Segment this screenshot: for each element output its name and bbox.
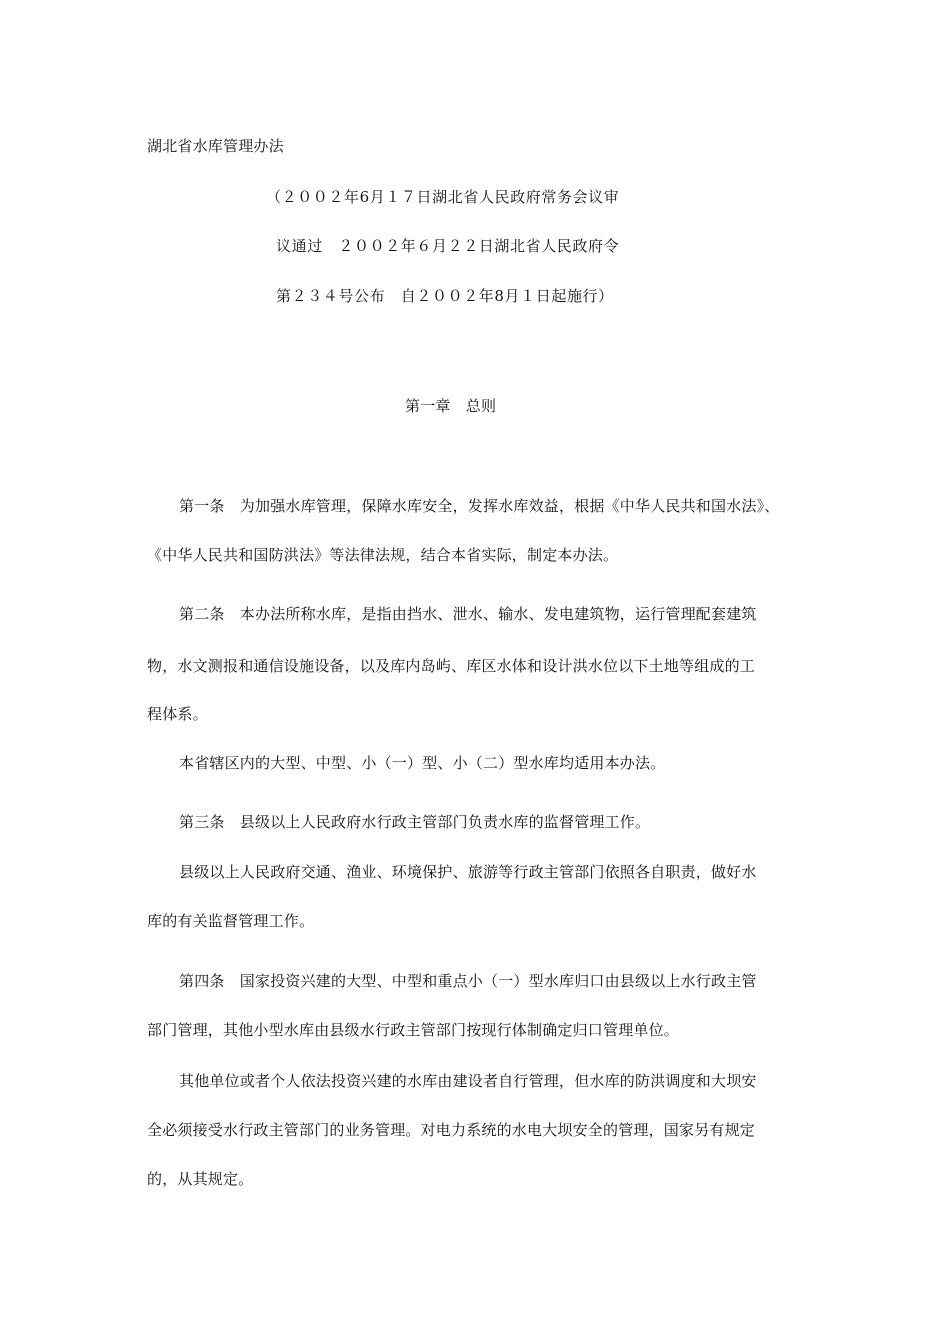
- article-3-paragraph-line: 库的有关监督管理工作。: [147, 912, 315, 930]
- article-4-line: 第四条 国家投资兴建的大型、中型和重点小（一）型水库归口由县级以上水行政主管: [179, 972, 757, 990]
- article-2-paragraph: 本省辖区内的大型、中型、小（一）型、小（二）型水库均适用本办法。: [179, 754, 666, 772]
- article-4-paragraph-line: 其他单位或者个人依法投资兴建的水库由建设者自行管理，但水库的防洪调度和大坝安: [179, 1072, 757, 1090]
- article-4-line: 部门管理，其他小型水库由县级水行政主管部门按现行体制确定归口管理单位。: [147, 1021, 680, 1039]
- source-note-line: 议通过 ２００２年６月２２日湖北省人民政府令: [276, 237, 620, 255]
- chapter-heading: 第一章 总则: [405, 397, 497, 415]
- article-2-line: 程体系。: [147, 705, 208, 723]
- article-4-paragraph-line: 全必须接受水行政主管部门的业务管理。对电力系统的水电大坝安全的管理，国家另有规定: [147, 1121, 756, 1139]
- source-note-line: 第２３４号公布 自２００２年8月１日起施行）: [276, 287, 614, 305]
- article-3-paragraph-line: 县级以上人民政府交通、渔业、环境保护、旅游等行政主管部门依照各自职责，做好水: [179, 863, 757, 881]
- article-1-line: 《中华人民共和国防洪法》等法律法规，结合本省实际，制定本办法。: [147, 546, 619, 564]
- article-4-paragraph-line: 的，从其规定。: [147, 1170, 254, 1188]
- article-3-line: 第三条 县级以上人民政府水行政主管部门负责水库的监督管理工作。: [179, 813, 651, 831]
- article-2-line: 第二条 本办法所称水库，是指由挡水、泄水、输水、发电建筑物，运行管理配套建筑: [179, 605, 757, 623]
- document-title: 湖北省水库管理办法: [147, 137, 284, 155]
- article-2-line: 物，水文测报和通信设施设备，以及库内岛屿、库区水体和设计洪水位以下土地等组成的工: [147, 657, 756, 675]
- source-note-line: （２００２年6月１７日湖北省人民政府常务会议审: [266, 188, 620, 206]
- article-1-line: 第一条 为加强水库管理，保障水库安全，发挥水库效益，根据《中华人民共和国水法》、: [179, 497, 780, 515]
